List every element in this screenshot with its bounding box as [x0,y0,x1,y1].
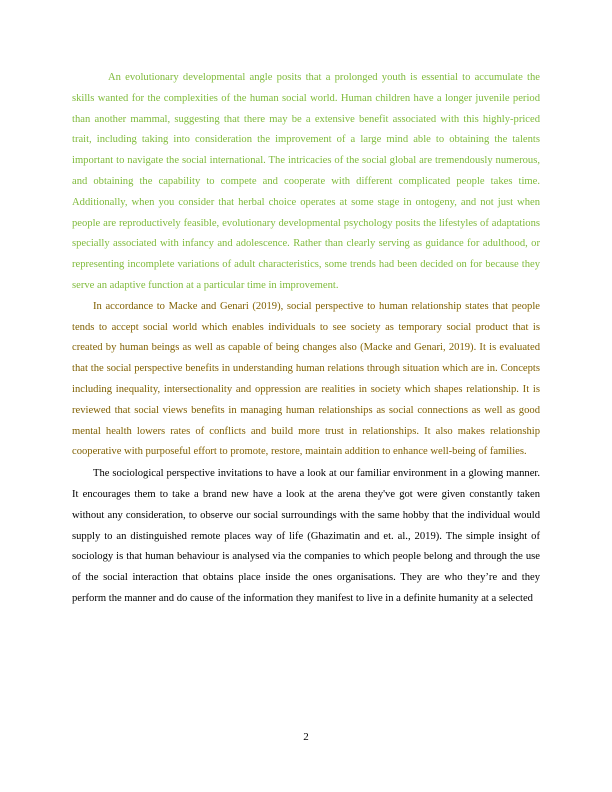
paragraph-sociological-perspective: The sociological perspective invitations to have a look at our familiar environment in a glowing manner. It encourages them to take a brand new have a look at the arena they've got were given constantly taken without any consideration, to observe our social surroundings with the same hobby that the individual would supply to an distinguished remote places way of life (Ghazimatin and et. al., 2019). The simple insight of sociology is that human behaviour is analysed via the companies to which people belong and through the use of the social interaction that obtains place inside the ones organisations. They are who they’re and they perform the manner and do cause of the information they manifest to live in a definite humanity at a selected [72,468,540,604]
paragraph-social-perspective: In accordance to Macke and Genari (2019), social perspective to human relationship states that people tends to accept social world which enables individuals to see society as temporary social product that is created by human beings as well as capable of being changes also (Macke and Genari, 2019). It is evaluated that the social perspective benefits in understanding human relations through situation which are in. Concepts including inequality, intersectionality and oppression are realities in society which shapes relationship. It is reviewed that social views benefits in managing human relationships as social connections as well as good mental health lowers rates of conflicts and build more trust in relationships. It also makes relationship cooperative with purposeful effort to promote, restore, maintain addition to enhance well-being of families. [72,300,540,458]
page-number: 2 [303,731,309,743]
paragraph-evolutionary-perspective: An evolutionary developmental angle posits that a prolonged youth is essential to accumulate the skills wanted for the complexities of the human social world. Human children have a longer juvenile period than another mammal, suggesting that there may be a extensive benefit associated with this highly-priced trait, including taking into consideration the improvement of a large mind able to obtaining the talents important to navigate the social international. The intricacies of the social global are tremendously numerous, and obtaining the capability to compete and cooperate with different complicated people takes time. Additionally, when you consider that herbal choice operates at some stage in ontogeny, and not just when people are reproductively feasible, evolutionary developmental psychology posits the lifestyles of adaptations specially associated with infancy and adolescence. Rather than clearly serving as guidance for adulthood, or representing incomplete variations of adult characteristics, some trends had been decided on for because they serve an adaptive function at a particular time in improvement. [72,72,540,291]
body-text [72,68,540,610]
